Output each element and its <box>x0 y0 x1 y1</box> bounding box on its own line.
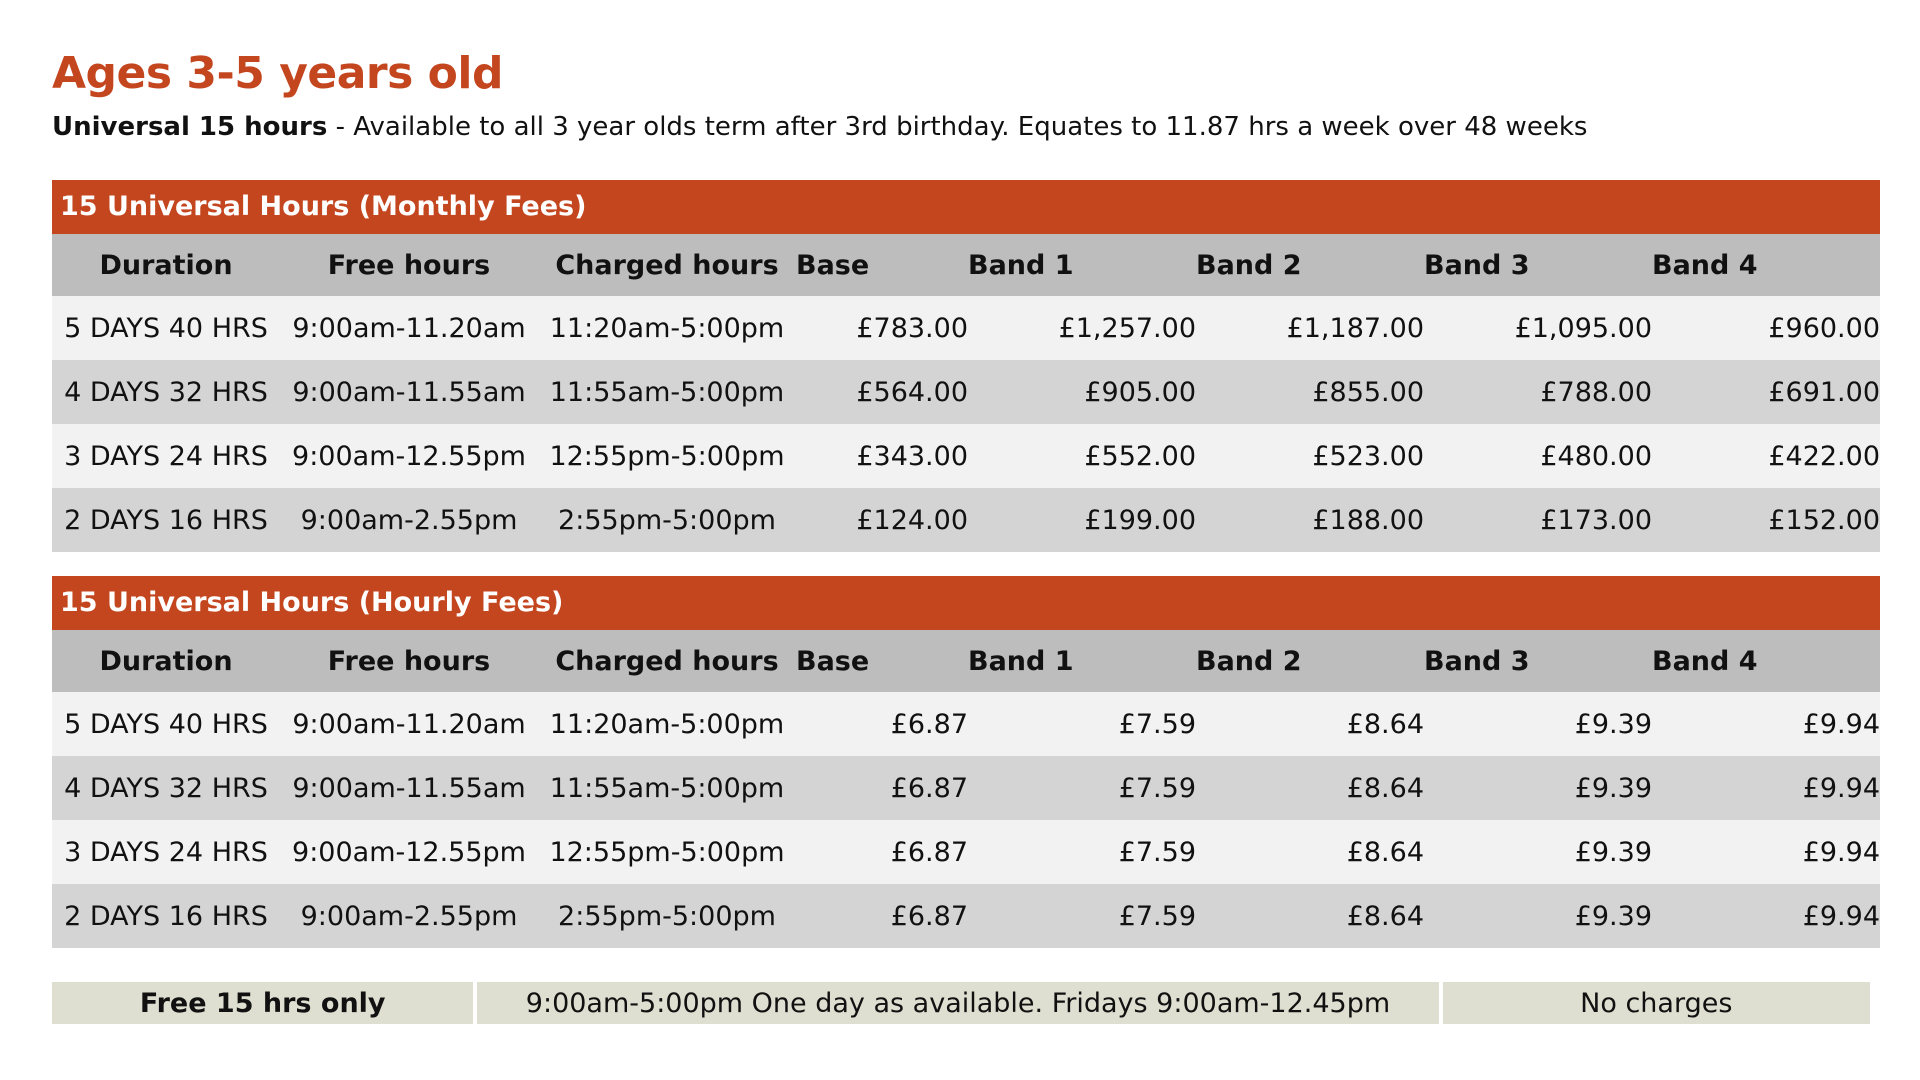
intro-text <box>52 110 1878 144</box>
duration-cell: 4 DAYS 32 HRS <box>52 756 280 820</box>
column-header: Band 1 <box>968 630 1196 692</box>
band-3-fee-cell: £9.39 <box>1424 820 1652 884</box>
band-4-fee-cell: £960.00 <box>1652 296 1880 360</box>
band-4-fee-cell: £422.00 <box>1652 424 1880 488</box>
band-2-fee-cell: £8.64 <box>1196 884 1424 948</box>
band-4-fee-cell: £9.94 <box>1652 756 1880 820</box>
band-1-fee-cell: £7.59 <box>968 884 1196 948</box>
column-header: Free hours <box>280 630 538 692</box>
base-fee-cell: £6.87 <box>796 820 968 884</box>
monthly-fees-table <box>52 180 1880 552</box>
band-3-fee-cell: £9.39 <box>1424 884 1652 948</box>
free-hours-cell: 9:00am-11.20am <box>280 692 538 756</box>
charged-hours-cell: 2:55pm-5:00pm <box>538 884 796 948</box>
table-row <box>52 296 1880 360</box>
note-times: 9:00am-5:00pm One day as available. Fridays 9:00am-12.45pm <box>477 982 1438 1024</box>
column-header: Band 2 <box>1196 630 1424 692</box>
intro-description: - Available to all 3 year olds term after 3rd birthday. Equates to 11.87 hrs a week over 48 weeks <box>327 112 1588 142</box>
table-row <box>52 756 1880 820</box>
page-title: Ages 3-5 years old <box>52 48 503 99</box>
band-1-fee-cell: £552.00 <box>968 424 1196 488</box>
band-1-fee-cell: £1,257.00 <box>968 296 1196 360</box>
duration-cell: 3 DAYS 24 HRS <box>52 820 280 884</box>
column-header: Charged hours <box>538 234 796 296</box>
page <box>52 44 1878 1024</box>
charged-hours-cell: 12:55pm-5:00pm <box>538 820 796 884</box>
monthly-fees-title: 15 Universal Hours (Monthly Fees) <box>52 180 1880 234</box>
duration-cell: 5 DAYS 40 HRS <box>52 296 280 360</box>
note-row <box>52 982 1870 1024</box>
column-header: Free hours <box>280 234 538 296</box>
charged-hours-cell: 11:20am-5:00pm <box>538 296 796 360</box>
free-hours-cell: 9:00am-2.55pm <box>280 488 538 552</box>
column-header: Band 3 <box>1424 630 1652 692</box>
band-3-fee-cell: £173.00 <box>1424 488 1652 552</box>
band-3-fee-cell: £480.00 <box>1424 424 1652 488</box>
duration-cell: 5 DAYS 40 HRS <box>52 692 280 756</box>
free-hours-note-table <box>48 982 1874 1024</box>
duration-cell: 2 DAYS 16 HRS <box>52 488 280 552</box>
table-row <box>52 884 1880 948</box>
band-2-fee-cell: £8.64 <box>1196 692 1424 756</box>
free-hours-cell: 9:00am-2.55pm <box>280 884 538 948</box>
free-hours-cell: 9:00am-11.55am <box>280 360 538 424</box>
band-4-fee-cell: £9.94 <box>1652 820 1880 884</box>
base-fee-cell: £564.00 <box>796 360 968 424</box>
duration-cell: 2 DAYS 16 HRS <box>52 884 280 948</box>
band-1-fee-cell: £7.59 <box>968 692 1196 756</box>
column-header: Band 2 <box>1196 234 1424 296</box>
base-fee-cell: £6.87 <box>796 692 968 756</box>
table-row <box>52 820 1880 884</box>
free-hours-cell: 9:00am-11.55am <box>280 756 538 820</box>
band-2-fee-cell: £1,187.00 <box>1196 296 1424 360</box>
free-hours-cell: 9:00am-12.55pm <box>280 820 538 884</box>
table-row <box>52 424 1880 488</box>
charged-hours-cell: 11:55am-5:00pm <box>538 756 796 820</box>
note-charge: No charges <box>1443 982 1870 1024</box>
column-header: Band 3 <box>1424 234 1652 296</box>
table-row <box>52 488 1880 552</box>
charged-hours-cell: 11:55am-5:00pm <box>538 360 796 424</box>
band-3-fee-cell: £9.39 <box>1424 692 1652 756</box>
column-header: Base <box>796 234 968 296</box>
band-3-fee-cell: £788.00 <box>1424 360 1652 424</box>
duration-cell: 3 DAYS 24 HRS <box>52 424 280 488</box>
table-row <box>52 692 1880 756</box>
column-header: Duration <box>52 630 280 692</box>
table-row <box>52 360 1880 424</box>
band-2-fee-cell: £188.00 <box>1196 488 1424 552</box>
charged-hours-cell: 12:55pm-5:00pm <box>538 424 796 488</box>
base-fee-cell: £783.00 <box>796 296 968 360</box>
column-header: Duration <box>52 234 280 296</box>
column-header: Band 4 <box>1652 630 1880 692</box>
charged-hours-cell: 11:20am-5:00pm <box>538 692 796 756</box>
band-1-fee-cell: £7.59 <box>968 820 1196 884</box>
band-2-fee-cell: £855.00 <box>1196 360 1424 424</box>
column-header: Base <box>796 630 968 692</box>
column-header: Charged hours <box>538 630 796 692</box>
band-2-fee-cell: £8.64 <box>1196 756 1424 820</box>
band-4-fee-cell: £9.94 <box>1652 692 1880 756</box>
band-4-fee-cell: £9.94 <box>1652 884 1880 948</box>
band-4-fee-cell: £152.00 <box>1652 488 1880 552</box>
column-header: Band 4 <box>1652 234 1880 296</box>
free-hours-cell: 9:00am-12.55pm <box>280 424 538 488</box>
band-3-fee-cell: £9.39 <box>1424 756 1652 820</box>
hourly-fees-table <box>52 576 1880 948</box>
band-3-fee-cell: £1,095.00 <box>1424 296 1652 360</box>
base-fee-cell: £343.00 <box>796 424 968 488</box>
free-hours-cell: 9:00am-11.20am <box>280 296 538 360</box>
charged-hours-cell: 2:55pm-5:00pm <box>538 488 796 552</box>
base-fee-cell: £6.87 <box>796 756 968 820</box>
band-2-fee-cell: £8.64 <box>1196 820 1424 884</box>
note-label: Free 15 hrs only <box>52 982 473 1024</box>
base-fee-cell: £6.87 <box>796 884 968 948</box>
hourly-fees-title: 15 Universal Hours (Hourly Fees) <box>52 576 1880 630</box>
intro-bold: Universal 15 hours <box>52 112 328 142</box>
band-1-fee-cell: £905.00 <box>968 360 1196 424</box>
table-header-row <box>52 234 1880 296</box>
base-fee-cell: £124.00 <box>796 488 968 552</box>
band-1-fee-cell: £7.59 <box>968 756 1196 820</box>
column-header: Band 1 <box>968 234 1196 296</box>
table-header-row <box>52 630 1880 692</box>
band-1-fee-cell: £199.00 <box>968 488 1196 552</box>
band-2-fee-cell: £523.00 <box>1196 424 1424 488</box>
duration-cell: 4 DAYS 32 HRS <box>52 360 280 424</box>
band-4-fee-cell: £691.00 <box>1652 360 1880 424</box>
